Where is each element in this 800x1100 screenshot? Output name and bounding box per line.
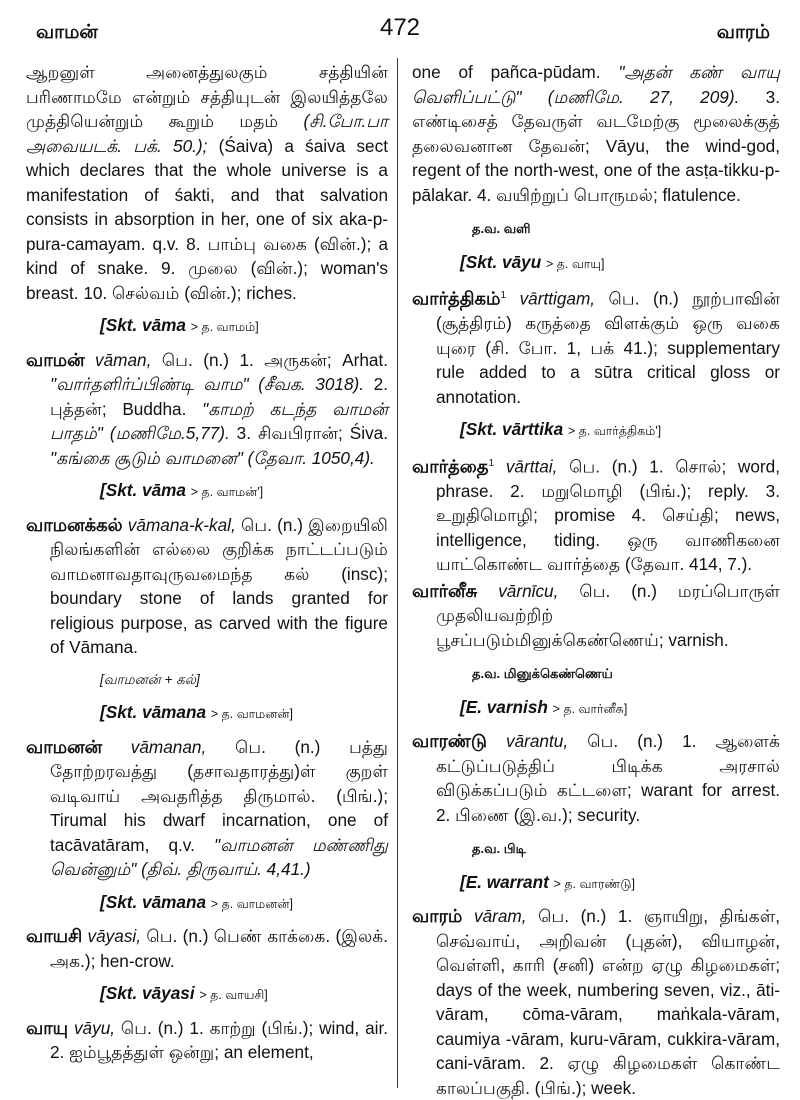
headword: வாமனன் [26, 736, 103, 757]
transliteration: vārttigam, [519, 288, 596, 309]
headword: வாமனக்கல் [26, 514, 123, 535]
dictionary-entry: வாரண்டு vārantu, பெ. (n.) 1. ஆளைக் கட்டுப்படுத்திப் பிடிக்க அரசால் விடுக்கப்படும் கட்டளை; warant for arrest. 2. பிணை (இ.வ.); security. [412, 731, 781, 825]
etymology: [Skt. vāmana > த. வாமனன்] [100, 891, 293, 912]
transliteration: vāman, [95, 349, 152, 370]
headword: வாரம் [412, 906, 463, 927]
tamil-equivalent: த.வ. பிடி [472, 841, 526, 857]
dictionary-entry: வார்த்திகம்$^1$ vārttigam, பெ. (n.) நூற்பாவின் (சூத்திரம்) கருத்தை விளக்கும் ஒரு வகை யுரை (சி. போ. 1, பக் 41.); supplementary rule added to a sūtra critical gloss or annotation. [412, 288, 780, 407]
dictionary-entry: வார்னீசு vārnīcu, பெ. (n.) மரப்பொருள் முதலியவற்றிற் பூசப்படும்மினுக்கெண்ணெய்; varnish. [412, 580, 781, 650]
etymology: [Skt. vārttika > த. வார்த்திகம்'] [460, 419, 662, 440]
page-header [0, 8, 800, 48]
transliteration: vārantu, [506, 731, 569, 752]
tamil-equivalent: த.வ. மினுக்கெண்ணெய் [472, 666, 613, 682]
left-column [26, 60, 388, 1065]
etymology: [Skt. vāyu > த. வாயு] [460, 251, 605, 272]
dictionary-entry: வார்த்தை$^1$ vārttai, பெ. (n.) 1. சொல்; word, phrase. 2. மறுமொழி (பிங்.); reply. 3. உறுதிமொழி; promise 4. செய்தி; news, intelligence, tiding. ஒரு வாணிகனை யாட்கொண்ட வார்த்தை (தேவா. 414, 7.). [412, 456, 780, 575]
tamil-equivalent: த.வ. வளி [472, 221, 531, 236]
transliteration: vāmanan, [130, 736, 207, 757]
right-column [412, 60, 780, 1100]
etymology: [Skt. vāma > த. வாமன்'] [100, 480, 264, 500]
compound-note: [வாமனன் + கல்] [100, 671, 200, 687]
headword: வார்த்திகம் [412, 288, 501, 309]
headword: வாரண்டு [412, 731, 487, 752]
dictionary-entry: வாயசி vāyasi, பெ. (n.) பெண் காக்கை. (இலக். அக.); hen-crow. [26, 926, 389, 971]
dictionary-entry: வாமனக்கல் vāmana-k-kal, பெ. (n.) இறையிலி நிலங்களின் எல்லை குறிக்க நாட்டப்படும் வாமனாவதாவுருவமைந்த கல் (insc); boundary stone of lands granted for religious purpose, as carved with the figure of Vāmana. [26, 514, 389, 657]
headword: வாயு [26, 1017, 69, 1038]
transliteration: vāmana-k-kal, [127, 514, 236, 535]
dictionary-entry: வாமனன் vāmanan, பெ. (n.) பத்து தோற்றரவத்து (தசாவதாரத்து)ள் குறள் வடிவாய் அவதரித்த திருமால். (பிங்.); Tirumal his dwarf incarnation, one of tacāvatāram, q.v. "வாமனன் மண்ணிது வென்னும்" (திவ். திருவாய். 4,41.) [26, 736, 388, 879]
etymology: [Skt. vāyasi > த. வாயசி] [100, 983, 268, 1003]
etymology: [Skt. vāmana > த. வாமனன்] [100, 702, 293, 722]
etymology: [E. warrant > த. வாரண்டு] [460, 871, 635, 892]
dictionary-entry: வாமன் vāman, பெ. (n.) 1. அருகன்; Arhat. "வார்தளிர்ப்பிண்டி வாம" (சீவக. 3018). 2. புத்தன்; Buddha. "காமற் கடந்த வாமன் பாதம்" (மணிமே.5,77). 3. சிவபிரான்; Śiva. "கங்கை சூடும் வாமனை" (தேவா. 1050,4). [26, 349, 389, 468]
transliteration: vārttai, [505, 456, 558, 477]
header-left-guideword: வாமன் [36, 22, 98, 43]
headword: வாமன் [26, 349, 85, 370]
transliteration: vārnīcu, [498, 580, 559, 601]
header-right-guideword: வாரம் [716, 22, 770, 43]
dictionary-entry: வாயு vāyu, பெ. (n.) 1. காற்று (பிங்.); wind, air. 2. ஐம்பூதத்துள் ஒன்று; an element, [26, 1017, 389, 1062]
page-number: 472 [379, 14, 421, 41]
headword: வாயசி [26, 926, 83, 946]
etymology: [Skt. vāma > த. வாமம்] [100, 315, 259, 335]
transliteration: vāyasi, [87, 926, 142, 946]
etymology: [E. varnish > த. வார்னீசு] [460, 696, 628, 717]
column-divider [397, 58, 398, 1088]
headword: வார்த்தை [412, 456, 489, 477]
continued-entry: ஆறனுள் அனைத்துலகும் சத்தியின் பரிணாமமே என்றும் சத்தியுடன் இலயித்தலே முத்தியென்றும் கூறும் மதம் (சி.போ.பா அவையடக். பக். 50.); (Śaiva) a śaiva sect which declares that the whole universe is a manifestation of śakti, and that salvation consists in absorption in her, one of six aka-p-pura-camayam. q.v. 8. பாம்பு வகை (வின்.); a kind of snake. 9. முலை (வின்.); woman's breast. 10. செல்வம் (வின்.); riches. [26, 62, 388, 303]
transliteration: vāram, [473, 906, 527, 927]
continued-entry: one of pañca-pūdam. "அதன் கண் வாயு வெளிப்பட்டு" (மணிமே. 27, 209). 3. எண்டிசைத் தேவருள் வடமேற்கு மூலைக்குத் தலைவனான தேவன்; Vāyu, the wind-god, regent of the north-west, one of the asṭa-tikku-p-pālakar. 4. வயிற்றுப் பொருமல்; flatulence. [412, 62, 781, 205]
headword: வார்னீசு [412, 580, 478, 601]
transliteration: vāyu, [73, 1017, 116, 1038]
dictionary-entry: வாரம் vāram, பெ. (n.) 1. ஞாயிறு, திங்கள், செவ்வாய், அறிவன் (புதன்), வியாழன், வெள்ளி, காரி (சனி) என்ற ஏழு கிழமைகள்; days of the week, numbering seven, viz., āti-vāram, cōma-vāram, maṅkala-vāram, caumiya -vāram, kuru-vāram, cukkira-vāram, cani-vāram. 2. ஏழு கிழமைகள் கொண்ட காலப்பகுதி. (பிங்.); week. [412, 906, 780, 1098]
